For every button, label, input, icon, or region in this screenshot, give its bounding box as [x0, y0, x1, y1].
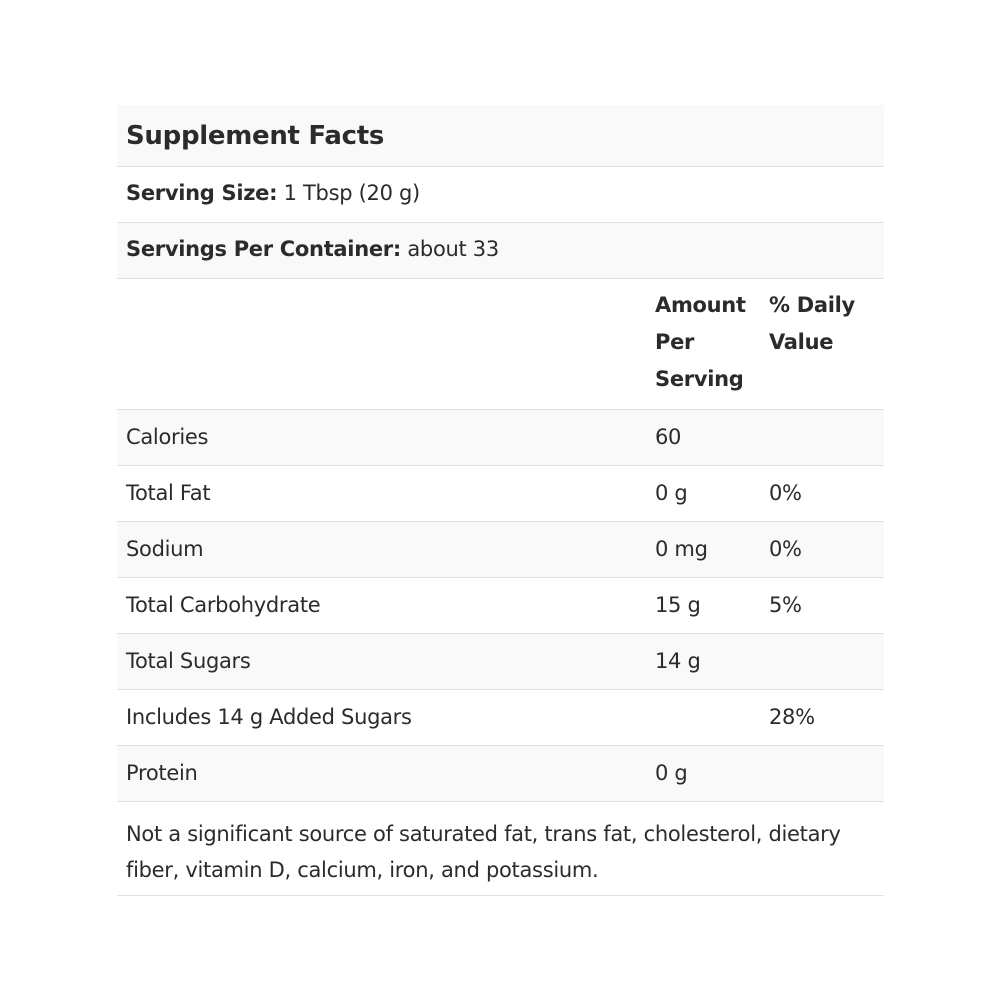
- amount-per-serving-header: Amount Per Serving: [655, 293, 746, 391]
- footnote: Not a significant source of saturated fat, trans fat, cholesterol, dietary fiber, vitamin D, calcium, iron, and potassium.: [117, 802, 884, 896]
- supplement-facts-table: [117, 105, 884, 896]
- nutrient-name: Sodium: [126, 537, 204, 561]
- nutrient-name: Total Sugars: [126, 649, 251, 673]
- table-row: [117, 578, 884, 634]
- nutrient-name: Calories: [126, 425, 209, 449]
- panel-title: Supplement Facts: [126, 121, 385, 151]
- nutrient-name: Includes 14 g Added Sugars: [126, 705, 412, 729]
- table-row: [117, 634, 884, 690]
- daily-value-header: % Daily Value: [769, 293, 855, 354]
- panel-title-row: [117, 105, 884, 167]
- nutrient-daily-value: 28%: [769, 705, 815, 729]
- nutrient-amount: 0 g: [655, 761, 688, 785]
- nutrient-amount: 14 g: [655, 649, 701, 673]
- nutrient-amount: 0 mg: [655, 537, 708, 561]
- table-row: [117, 466, 884, 522]
- column-header-row: [117, 279, 884, 410]
- servings-per-container-row: [117, 223, 884, 279]
- serving-size-row: [117, 167, 884, 223]
- nutrient-amount: 15 g: [655, 593, 701, 617]
- table-row: [117, 410, 884, 466]
- nutrient-amount: 60: [655, 425, 682, 449]
- servings-per-container-value: about 33: [407, 237, 499, 261]
- table-row: [117, 522, 884, 578]
- nutrient-name: Total Fat: [126, 481, 211, 505]
- nutrient-daily-value: 5%: [769, 593, 802, 617]
- nutrient-name: Total Carbohydrate: [126, 593, 321, 617]
- servings-per-container-label: Servings Per Container:: [126, 237, 401, 261]
- table-row: [117, 746, 884, 802]
- nutrient-daily-value: 0%: [769, 481, 802, 505]
- nutrient-daily-value: 0%: [769, 537, 802, 561]
- serving-size-label: Serving Size:: [126, 181, 278, 205]
- nutrient-name: Protein: [126, 761, 198, 785]
- nutrient-amount: 0 g: [655, 481, 688, 505]
- table-row: [117, 690, 884, 746]
- serving-size-value: 1 Tbsp (20 g): [283, 181, 420, 205]
